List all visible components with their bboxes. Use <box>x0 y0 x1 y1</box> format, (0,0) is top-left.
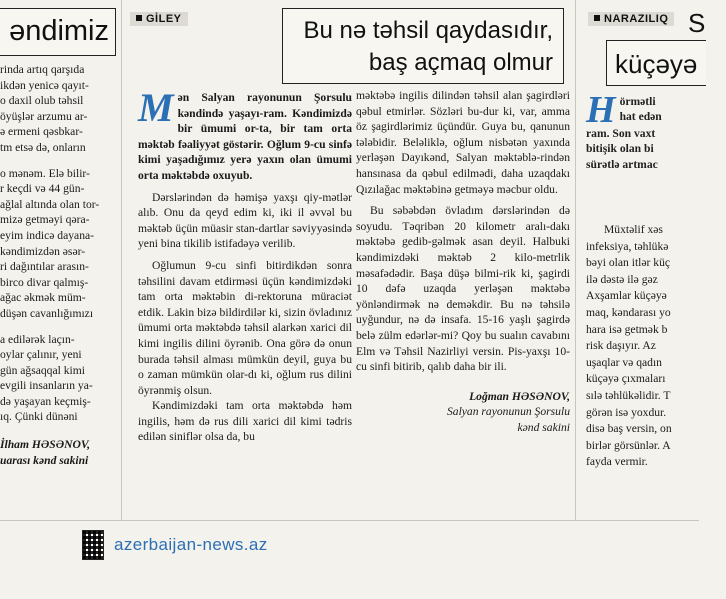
article-column-1 <box>138 85 352 445</box>
signature-role: Salyan rayonunun Şorsulu <box>446 405 570 419</box>
text-line: infeksiya, təhlükə <box>586 239 669 253</box>
right-headline: küçəyə <box>615 49 698 79</box>
text-line: mizə getməyi qəra- <box>0 213 90 227</box>
footer <box>82 528 268 562</box>
intro-paragraph <box>138 85 352 184</box>
text-line: fayda vermir. <box>586 455 648 469</box>
text-line: Axşamlar küçəyə <box>586 289 667 303</box>
text-line: küçəyə çıxmaları <box>586 372 666 386</box>
footer-rule <box>0 520 699 521</box>
text-line: ağlal altında olan tor- <box>0 197 100 211</box>
column-divider <box>121 0 122 520</box>
text-line <box>0 156 118 166</box>
signature-name: Loğman HƏSƏNOV, <box>469 389 570 403</box>
signature-name: İlham HƏSƏNOV, <box>0 438 90 452</box>
text-line: uşaqlar və qadın <box>586 355 662 369</box>
rubric-text: GİLEY <box>146 13 182 25</box>
text-line: sılə təhlükəlidir. T <box>586 388 671 402</box>
paragraph: Dərslərindən də həmişə yaxşı qiy-mətlər alıb. Onu da qeyd edim ki, iki il əvvəl bu məktəb üçün müasir stan-dartlar səviyyəsində yeni bina tikilib istifadəyə verilib. <box>138 190 352 251</box>
text-line: rinda artıq qarşıda <box>0 63 85 76</box>
text-line: ram. Son vaxt <box>586 127 656 140</box>
text-line: o mənəm. Elə bilir- <box>0 166 90 180</box>
rubric-label <box>588 12 674 26</box>
text-line: də yaşayan keçmiş- <box>0 394 91 408</box>
text-line: tm etsə də, onların <box>0 140 86 154</box>
text-line: ıq. Çünki dünəni <box>0 410 78 424</box>
text-line: ağac əkmək müm- <box>0 291 86 305</box>
title-box <box>282 8 564 84</box>
middle-article <box>124 0 570 520</box>
title-line-2: baş açmaq olmur <box>368 49 553 76</box>
signature-role: kənd sakini <box>517 420 570 434</box>
drop-cap: M <box>138 85 174 130</box>
title-line-1: Bu nə təhsil qaydasıdır, <box>303 17 553 44</box>
text-line: ilə dəstə ilə gəz <box>586 272 658 286</box>
right-headline-top: S <box>688 8 706 38</box>
text-line: ri dağıntılar arasın- <box>0 260 89 274</box>
right-article-column <box>578 0 706 520</box>
text-line: eyim indicə dayana- <box>0 228 94 242</box>
right-article-body <box>586 222 726 471</box>
paragraph: məktəbə ingilis dilindən təhsil alan şagirdləri qəbul etmirlər. Sözləri bu-dur ki, var, amma öz şagirdlərimiz üçündür. Guya bu, qanunun tələbidir. Beləliklə, oğlum nisbətən yaxında yerləşən Dayıkənd, Salyan məktəblə-rindən hansınasa da qəbul edilmədi, daha uzaqdakı Qızılağac məktəbinə getməyə məcbur oldu. <box>356 89 570 196</box>
text-line: ə ermeni qəsbkar- <box>0 125 83 139</box>
text-line: evgili insanların ya- <box>0 379 93 393</box>
text-line: kəndimizdən əsər- <box>0 244 86 258</box>
text-line: disə baş versin, on <box>586 422 672 436</box>
text-line: ikdən yenicə qayıt- <box>0 78 89 92</box>
right-headline-box <box>606 40 706 86</box>
left-article-column <box>0 0 120 520</box>
site-link[interactable]: azerbaijan-news.az <box>114 535 268 554</box>
qr-code-icon <box>82 530 104 560</box>
drop-cap: H <box>586 89 616 131</box>
text-line: öyüşlər arzumu ar- <box>0 109 88 123</box>
article-title <box>304 15 554 79</box>
text-line <box>0 322 118 332</box>
rubric-text: NARAZILIQ <box>604 13 669 25</box>
text-line: maq, kəndarası yo <box>586 305 671 319</box>
text-line: birco divar qalmış- <box>0 275 89 289</box>
signature-role: uarası kənd sakini <box>0 453 89 467</box>
article-column-2 <box>356 88 570 435</box>
text-line: o daxil olub təhsil <box>0 94 84 108</box>
left-article-body <box>0 62 118 468</box>
paragraph: Kəndimizdəki tam orta məktəbdə həm ingilis, həm də rus dili xarici dil kimi tədris edilən siniflər olsa da, bu <box>138 399 352 444</box>
paragraph: Bu səbəbdən övladım dərslərindən də soyudu. Təqribən 20 kilometr aralı-dakı məktəbə gedib-gəlmək asan deyil. Halbuki kəndimizdəki məktəb 2 kilo-metrlik məsafədədir. Başa düşə bilmi-rik ki, şagirdi 10 dəfə uzaqda yerləşən məktəbə yönləndirmək nə deməkdir. Bu nə təhsilə uyğundur, nə də insafa. 15-16 yaşlı şagirdə belə zülm edərlər-mi? Qoy bu sualın cavabını Elm və Təhsil Nazirliyi versin. Pis-yaxşı 10-cu sinfi bitirib, qalıb daha bir ili. <box>356 204 570 374</box>
text-line: oylar çalınır, yeni <box>0 348 82 362</box>
article-header <box>124 8 570 84</box>
square-bullet-icon <box>594 15 600 21</box>
intro-text: ən Salyan rayonunun Şorsulu kəndində yaşayı-ram. Kəndimizdə bir ümumi or-ta, bir tam orta məktəb fəaliyyət göstərir. Oğlum 9-cu sinfə kimi yaşadığımız yerə yaxın olan ümumi orta məktəbdə oxuyub. <box>138 91 352 182</box>
paragraph: Oğlumun 9-cu sinfi bitirdikdən sonra təhsilini davam etdirməsi üçün kəndimizdəki tam orta məktəbin di-rektoruna müraciət etdik. Lakin bizə bildirdilər ki, sizin övladınız ümumi orta məktəbdə təhsil alarkən xarici dil kimi ingilis dilini öyrənib. Ona görə də onun burada təhsil alması mümkün deyil, guya bu o zaman mümkün olar-dı ki, oğlum rus dilini öyrənmiş olsun. <box>138 258 352 397</box>
text-line: düşən cavanlığımızı <box>0 306 94 320</box>
left-headline: əndimiz <box>9 15 109 47</box>
text-line: Müxtəlif xəs <box>604 223 663 236</box>
right-intro <box>586 89 726 172</box>
text-line: hat edən <box>619 110 662 124</box>
text-line: bitişik olan bi <box>586 142 654 156</box>
text-line: risk daşıyır. Az <box>586 339 656 353</box>
left-headline-box <box>0 8 116 56</box>
text-line: hara isə getmək b <box>586 322 668 336</box>
column-divider <box>575 0 576 520</box>
text-line: r keçdi və 44 gün- <box>0 182 85 196</box>
text-line: örmətli <box>619 95 656 108</box>
text-line: a edilərək laçın- <box>0 332 75 346</box>
text-line: gün ağsaqqal kimi <box>0 363 86 377</box>
text-line: birlər görsünlər. A <box>586 438 671 452</box>
text-line: görən isə yoxdur. <box>586 405 667 419</box>
text-line: sürətlə artmac <box>586 157 658 171</box>
text-line: bəyi olan itlər küç <box>586 256 671 270</box>
